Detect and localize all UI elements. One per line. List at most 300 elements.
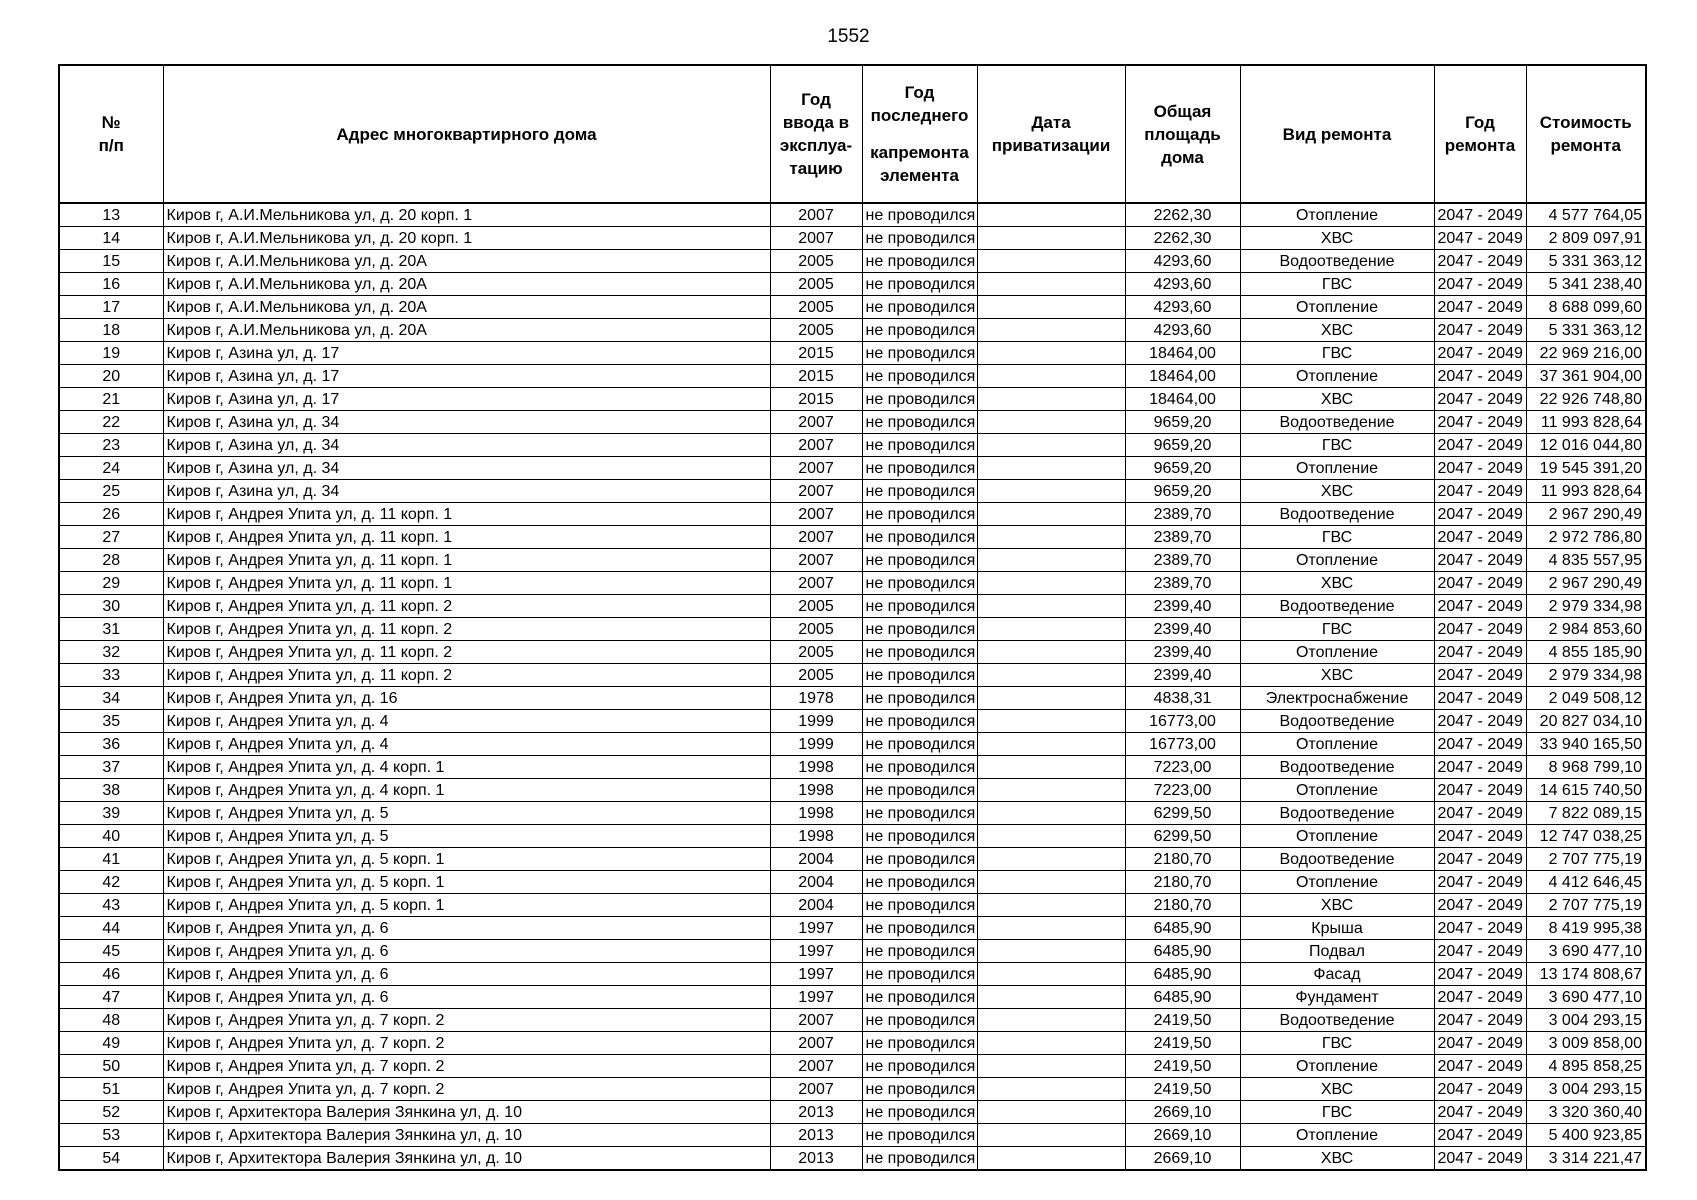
header-number: № п/п bbox=[59, 65, 163, 203]
cell-address: Киров г, Андрея Упита ул, д. 4 корп. 1 bbox=[163, 779, 770, 802]
cell-repair-cost: 2 967 290,49 bbox=[1526, 503, 1646, 526]
cell-last-repair: не проводился bbox=[862, 871, 977, 894]
table-body bbox=[59, 203, 1646, 1170]
cell-last-repair: не проводился bbox=[862, 733, 977, 756]
cell-number: 36 bbox=[59, 733, 163, 756]
cell-repair-year: 2047 - 2049 bbox=[1434, 1055, 1526, 1078]
table-row bbox=[59, 1078, 1646, 1101]
cell-repair-cost: 22 969 216,00 bbox=[1526, 342, 1646, 365]
cell-privatization-date bbox=[977, 1078, 1125, 1101]
cell-repair-cost: 37 361 904,00 bbox=[1526, 365, 1646, 388]
cell-privatization-date bbox=[977, 342, 1125, 365]
table-row bbox=[59, 664, 1646, 687]
cell-year-built: 2015 bbox=[770, 388, 862, 411]
cell-repair-year: 2047 - 2049 bbox=[1434, 411, 1526, 434]
cell-privatization-date bbox=[977, 756, 1125, 779]
cell-year-built: 2004 bbox=[770, 848, 862, 871]
cell-address: Киров г, Андрея Упита ул, д. 11 корп. 2 bbox=[163, 595, 770, 618]
cell-total-area: 2419,50 bbox=[1125, 1009, 1240, 1032]
cell-last-repair: не проводился bbox=[862, 480, 977, 503]
cell-address: Киров г, Андрея Упита ул, д. 5 корп. 1 bbox=[163, 871, 770, 894]
cell-repair-year: 2047 - 2049 bbox=[1434, 963, 1526, 986]
header-privatization-date: Дата приватизации bbox=[977, 65, 1125, 203]
cell-repair-type: Водоотведение bbox=[1240, 1009, 1434, 1032]
cell-repair-type: Отопление bbox=[1240, 365, 1434, 388]
cell-privatization-date bbox=[977, 1009, 1125, 1032]
cell-privatization-date bbox=[977, 871, 1125, 894]
cell-year-built: 2005 bbox=[770, 595, 862, 618]
header-repair-type: Вид ремонта bbox=[1240, 65, 1434, 203]
table-row bbox=[59, 342, 1646, 365]
table-row bbox=[59, 227, 1646, 250]
cell-repair-cost: 33 940 165,50 bbox=[1526, 733, 1646, 756]
cell-year-built: 1997 bbox=[770, 917, 862, 940]
cell-repair-year: 2047 - 2049 bbox=[1434, 595, 1526, 618]
cell-repair-type: ХВС bbox=[1240, 319, 1434, 342]
table-row bbox=[59, 595, 1646, 618]
cell-privatization-date bbox=[977, 710, 1125, 733]
cell-privatization-date bbox=[977, 503, 1125, 526]
table-row bbox=[59, 986, 1646, 1009]
cell-last-repair: не проводился bbox=[862, 434, 977, 457]
cell-address: Киров г, Андрея Упита ул, д. 11 корп. 1 bbox=[163, 572, 770, 595]
table-row bbox=[59, 1124, 1646, 1147]
cell-year-built: 2013 bbox=[770, 1124, 862, 1147]
header-last-repair: Год последнего капремонта элемента bbox=[862, 65, 977, 203]
cell-repair-type: ХВС bbox=[1240, 480, 1434, 503]
cell-repair-type: Отопление bbox=[1240, 733, 1434, 756]
cell-repair-year: 2047 - 2049 bbox=[1434, 1009, 1526, 1032]
cell-year-built: 1997 bbox=[770, 986, 862, 1009]
cell-total-area: 2180,70 bbox=[1125, 871, 1240, 894]
cell-address: Киров г, Андрея Упита ул, д. 7 корп. 2 bbox=[163, 1055, 770, 1078]
cell-last-repair: не проводился bbox=[862, 203, 977, 227]
cell-address: Киров г, Азина ул, д. 34 bbox=[163, 411, 770, 434]
table-row bbox=[59, 1101, 1646, 1124]
cell-total-area: 2180,70 bbox=[1125, 894, 1240, 917]
cell-total-area: 6485,90 bbox=[1125, 986, 1240, 1009]
cell-repair-type: ХВС bbox=[1240, 227, 1434, 250]
cell-privatization-date bbox=[977, 894, 1125, 917]
cell-number: 19 bbox=[59, 342, 163, 365]
cell-repair-type: ГВС bbox=[1240, 1032, 1434, 1055]
cell-total-area: 2399,40 bbox=[1125, 641, 1240, 664]
cell-privatization-date bbox=[977, 296, 1125, 319]
cell-address: Киров г, А.И.Мельникова ул, д. 20 корп. 1 bbox=[163, 203, 770, 227]
cell-repair-year: 2047 - 2049 bbox=[1434, 917, 1526, 940]
cell-privatization-date bbox=[977, 1055, 1125, 1078]
cell-repair-cost: 13 174 808,67 bbox=[1526, 963, 1646, 986]
cell-year-built: 1998 bbox=[770, 802, 862, 825]
cell-repair-cost: 8 968 799,10 bbox=[1526, 756, 1646, 779]
table-row bbox=[59, 319, 1646, 342]
cell-address: Киров г, Азина ул, д. 34 bbox=[163, 480, 770, 503]
cell-repair-cost: 3 004 293,15 bbox=[1526, 1078, 1646, 1101]
cell-number: 15 bbox=[59, 250, 163, 273]
cell-repair-type: ГВС bbox=[1240, 526, 1434, 549]
cell-last-repair: не проводился bbox=[862, 940, 977, 963]
cell-year-built: 2007 bbox=[770, 1032, 862, 1055]
cell-number: 47 bbox=[59, 986, 163, 1009]
cell-privatization-date bbox=[977, 825, 1125, 848]
cell-repair-cost: 3 690 477,10 bbox=[1526, 940, 1646, 963]
cell-number: 40 bbox=[59, 825, 163, 848]
table-row bbox=[59, 710, 1646, 733]
cell-repair-cost: 12 747 038,25 bbox=[1526, 825, 1646, 848]
cell-year-built: 2007 bbox=[770, 457, 862, 480]
cell-repair-type: Отопление bbox=[1240, 203, 1434, 227]
cell-total-area: 4293,60 bbox=[1125, 296, 1240, 319]
cell-repair-year: 2047 - 2049 bbox=[1434, 434, 1526, 457]
cell-repair-type: ХВС bbox=[1240, 1147, 1434, 1171]
cell-address: Киров г, Андрея Упита ул, д. 5 корп. 1 bbox=[163, 848, 770, 871]
cell-number: 48 bbox=[59, 1009, 163, 1032]
cell-repair-cost: 22 926 748,80 bbox=[1526, 388, 1646, 411]
cell-number: 13 bbox=[59, 203, 163, 227]
cell-last-repair: не проводился bbox=[862, 503, 977, 526]
cell-repair-cost: 5 400 923,85 bbox=[1526, 1124, 1646, 1147]
cell-number: 54 bbox=[59, 1147, 163, 1171]
cell-total-area: 2262,30 bbox=[1125, 227, 1240, 250]
cell-repair-year: 2047 - 2049 bbox=[1434, 503, 1526, 526]
cell-privatization-date bbox=[977, 250, 1125, 273]
cell-repair-cost: 14 615 740,50 bbox=[1526, 779, 1646, 802]
cell-repair-cost: 2 972 786,80 bbox=[1526, 526, 1646, 549]
table-row bbox=[59, 641, 1646, 664]
table-row bbox=[59, 733, 1646, 756]
cell-address: Киров г, Андрея Упита ул, д. 11 корп. 2 bbox=[163, 641, 770, 664]
table-row bbox=[59, 756, 1646, 779]
cell-number: 20 bbox=[59, 365, 163, 388]
cell-number: 33 bbox=[59, 664, 163, 687]
cell-repair-type: Водоотведение bbox=[1240, 802, 1434, 825]
cell-address: Киров г, Андрея Упита ул, д. 7 корп. 2 bbox=[163, 1078, 770, 1101]
cell-repair-year: 2047 - 2049 bbox=[1434, 848, 1526, 871]
cell-total-area: 2669,10 bbox=[1125, 1147, 1240, 1171]
cell-address: Киров г, Архитектора Валерия Зянкина ул, д. 10 bbox=[163, 1147, 770, 1171]
cell-address: Киров г, А.И.Мельникова ул, д. 20А bbox=[163, 319, 770, 342]
cell-repair-cost: 11 993 828,64 bbox=[1526, 480, 1646, 503]
cell-year-built: 2013 bbox=[770, 1101, 862, 1124]
cell-privatization-date bbox=[977, 802, 1125, 825]
table-row bbox=[59, 434, 1646, 457]
cell-total-area: 4293,60 bbox=[1125, 250, 1240, 273]
cell-privatization-date bbox=[977, 434, 1125, 457]
cell-privatization-date bbox=[977, 618, 1125, 641]
cell-total-area: 2399,40 bbox=[1125, 618, 1240, 641]
cell-year-built: 2007 bbox=[770, 434, 862, 457]
cell-number: 32 bbox=[59, 641, 163, 664]
cell-number: 16 bbox=[59, 273, 163, 296]
cell-total-area: 6485,90 bbox=[1125, 963, 1240, 986]
cell-address: Киров г, Андрея Упита ул, д. 11 корп. 2 bbox=[163, 664, 770, 687]
cell-year-built: 2015 bbox=[770, 342, 862, 365]
cell-repair-cost: 4 895 858,25 bbox=[1526, 1055, 1646, 1078]
cell-repair-type: Отопление bbox=[1240, 1124, 1434, 1147]
table-header bbox=[59, 65, 1646, 203]
table-row bbox=[59, 572, 1646, 595]
cell-total-area: 2399,40 bbox=[1125, 664, 1240, 687]
cell-privatization-date bbox=[977, 572, 1125, 595]
table-row bbox=[59, 848, 1646, 871]
page-number: 1552 bbox=[827, 26, 870, 47]
cell-privatization-date bbox=[977, 388, 1125, 411]
table-row bbox=[59, 250, 1646, 273]
cell-privatization-date bbox=[977, 1101, 1125, 1124]
cell-total-area: 2389,70 bbox=[1125, 526, 1240, 549]
cell-total-area: 2389,70 bbox=[1125, 549, 1240, 572]
cell-address: Киров г, Андрея Упита ул, д. 16 bbox=[163, 687, 770, 710]
cell-last-repair: не проводился bbox=[862, 618, 977, 641]
cell-number: 27 bbox=[59, 526, 163, 549]
table-row bbox=[59, 365, 1646, 388]
cell-number: 38 bbox=[59, 779, 163, 802]
cell-repair-year: 2047 - 2049 bbox=[1434, 342, 1526, 365]
cell-total-area: 7223,00 bbox=[1125, 756, 1240, 779]
cell-repair-cost: 4 577 764,05 bbox=[1526, 203, 1646, 227]
cell-repair-year: 2047 - 2049 bbox=[1434, 1101, 1526, 1124]
cell-number: 22 bbox=[59, 411, 163, 434]
cell-repair-cost: 2 049 508,12 bbox=[1526, 687, 1646, 710]
cell-total-area: 18464,00 bbox=[1125, 365, 1240, 388]
cell-address: Киров г, Андрея Упита ул, д. 5 bbox=[163, 825, 770, 848]
repair-schedule-table bbox=[58, 64, 1647, 1171]
cell-year-built: 2005 bbox=[770, 250, 862, 273]
cell-total-area: 2389,70 bbox=[1125, 572, 1240, 595]
table-row bbox=[59, 503, 1646, 526]
cell-total-area: 9659,20 bbox=[1125, 411, 1240, 434]
cell-repair-year: 2047 - 2049 bbox=[1434, 365, 1526, 388]
cell-repair-year: 2047 - 2049 bbox=[1434, 203, 1526, 227]
cell-repair-type: Отопление bbox=[1240, 641, 1434, 664]
cell-privatization-date bbox=[977, 203, 1125, 227]
cell-repair-year: 2047 - 2049 bbox=[1434, 756, 1526, 779]
cell-number: 28 bbox=[59, 549, 163, 572]
cell-repair-type: Водоотведение bbox=[1240, 503, 1434, 526]
table-row bbox=[59, 296, 1646, 319]
cell-repair-type: Отопление bbox=[1240, 779, 1434, 802]
cell-last-repair: не проводился bbox=[862, 250, 977, 273]
cell-repair-year: 2047 - 2049 bbox=[1434, 641, 1526, 664]
cell-number: 18 bbox=[59, 319, 163, 342]
cell-repair-cost: 3 004 293,15 bbox=[1526, 1009, 1646, 1032]
cell-year-built: 2005 bbox=[770, 273, 862, 296]
cell-repair-cost: 20 827 034,10 bbox=[1526, 710, 1646, 733]
cell-repair-type: ГВС bbox=[1240, 273, 1434, 296]
cell-total-area: 2419,50 bbox=[1125, 1032, 1240, 1055]
cell-repair-type: Фасад bbox=[1240, 963, 1434, 986]
cell-repair-year: 2047 - 2049 bbox=[1434, 549, 1526, 572]
cell-privatization-date bbox=[977, 595, 1125, 618]
cell-repair-cost: 3 320 360,40 bbox=[1526, 1101, 1646, 1124]
table-row bbox=[59, 618, 1646, 641]
cell-repair-year: 2047 - 2049 bbox=[1434, 687, 1526, 710]
cell-last-repair: не проводился bbox=[862, 1032, 977, 1055]
table-row bbox=[59, 917, 1646, 940]
cell-total-area: 4293,60 bbox=[1125, 273, 1240, 296]
cell-repair-type: Отопление bbox=[1240, 1055, 1434, 1078]
cell-year-built: 2005 bbox=[770, 319, 862, 342]
cell-number: 41 bbox=[59, 848, 163, 871]
cell-number: 46 bbox=[59, 963, 163, 986]
cell-total-area: 2669,10 bbox=[1125, 1101, 1240, 1124]
cell-repair-type: Отопление bbox=[1240, 296, 1434, 319]
header-year-built: Год ввода в эксплуа- тацию bbox=[770, 65, 862, 203]
cell-repair-type: ГВС bbox=[1240, 434, 1434, 457]
cell-address: Киров г, Азина ул, д. 17 bbox=[163, 342, 770, 365]
cell-repair-cost: 7 822 089,15 bbox=[1526, 802, 1646, 825]
table-row bbox=[59, 779, 1646, 802]
cell-address: Киров г, Азина ул, д. 34 bbox=[163, 457, 770, 480]
cell-number: 21 bbox=[59, 388, 163, 411]
cell-year-built: 2015 bbox=[770, 365, 862, 388]
cell-address: Киров г, Андрея Упита ул, д. 5 bbox=[163, 802, 770, 825]
table-row bbox=[59, 825, 1646, 848]
cell-year-built: 2013 bbox=[770, 1147, 862, 1171]
cell-repair-year: 2047 - 2049 bbox=[1434, 296, 1526, 319]
cell-privatization-date bbox=[977, 1032, 1125, 1055]
cell-repair-type: Крыша bbox=[1240, 917, 1434, 940]
cell-year-built: 1997 bbox=[770, 940, 862, 963]
cell-repair-cost: 3 690 477,10 bbox=[1526, 986, 1646, 1009]
cell-total-area: 2389,70 bbox=[1125, 503, 1240, 526]
cell-repair-cost: 4 412 646,45 bbox=[1526, 871, 1646, 894]
cell-repair-cost: 5 331 363,12 bbox=[1526, 319, 1646, 342]
cell-last-repair: не проводился bbox=[862, 595, 977, 618]
cell-privatization-date bbox=[977, 549, 1125, 572]
cell-repair-cost: 2 979 334,98 bbox=[1526, 595, 1646, 618]
cell-repair-cost: 2 707 775,19 bbox=[1526, 848, 1646, 871]
cell-number: 17 bbox=[59, 296, 163, 319]
cell-repair-type: Водоотведение bbox=[1240, 411, 1434, 434]
cell-number: 42 bbox=[59, 871, 163, 894]
cell-address: Киров г, Азина ул, д. 17 bbox=[163, 388, 770, 411]
cell-total-area: 7223,00 bbox=[1125, 779, 1240, 802]
cell-number: 52 bbox=[59, 1101, 163, 1124]
cell-privatization-date bbox=[977, 779, 1125, 802]
cell-repair-year: 2047 - 2049 bbox=[1434, 227, 1526, 250]
cell-total-area: 16773,00 bbox=[1125, 733, 1240, 756]
table-row bbox=[59, 802, 1646, 825]
cell-year-built: 2005 bbox=[770, 296, 862, 319]
cell-address: Киров г, Андрея Упита ул, д. 7 корп. 2 bbox=[163, 1009, 770, 1032]
cell-last-repair: не проводился bbox=[862, 917, 977, 940]
cell-number: 24 bbox=[59, 457, 163, 480]
cell-last-repair: не проводился bbox=[862, 227, 977, 250]
cell-last-repair: не проводился bbox=[862, 1101, 977, 1124]
cell-repair-type: Отопление bbox=[1240, 457, 1434, 480]
cell-last-repair: не проводился bbox=[862, 894, 977, 917]
cell-year-built: 2004 bbox=[770, 894, 862, 917]
cell-repair-type: Фундамент bbox=[1240, 986, 1434, 1009]
table-row bbox=[59, 963, 1646, 986]
cell-address: Киров г, Андрея Упита ул, д. 6 bbox=[163, 986, 770, 1009]
cell-last-repair: не проводился bbox=[862, 457, 977, 480]
cell-privatization-date bbox=[977, 227, 1125, 250]
cell-year-built: 2007 bbox=[770, 572, 862, 595]
cell-year-built: 2007 bbox=[770, 1009, 862, 1032]
cell-number: 53 bbox=[59, 1124, 163, 1147]
cell-number: 34 bbox=[59, 687, 163, 710]
cell-last-repair: не проводился bbox=[862, 1124, 977, 1147]
cell-number: 45 bbox=[59, 940, 163, 963]
cell-year-built: 2007 bbox=[770, 411, 862, 434]
cell-total-area: 6299,50 bbox=[1125, 802, 1240, 825]
cell-privatization-date bbox=[977, 1124, 1125, 1147]
cell-total-area: 2669,10 bbox=[1125, 1124, 1240, 1147]
cell-repair-cost: 3 314 221,47 bbox=[1526, 1147, 1646, 1171]
cell-privatization-date bbox=[977, 480, 1125, 503]
table-row bbox=[59, 1055, 1646, 1078]
cell-last-repair: не проводился bbox=[862, 986, 977, 1009]
cell-last-repair: не проводился bbox=[862, 756, 977, 779]
table-row bbox=[59, 549, 1646, 572]
cell-number: 44 bbox=[59, 917, 163, 940]
cell-repair-cost: 2 984 853,60 bbox=[1526, 618, 1646, 641]
cell-year-built: 1997 bbox=[770, 963, 862, 986]
cell-repair-year: 2047 - 2049 bbox=[1434, 618, 1526, 641]
cell-total-area: 9659,20 bbox=[1125, 434, 1240, 457]
table-row bbox=[59, 1032, 1646, 1055]
header-total-area: Общая площадь дома bbox=[1125, 65, 1240, 203]
cell-repair-type: ХВС bbox=[1240, 664, 1434, 687]
cell-last-repair: не проводился bbox=[862, 411, 977, 434]
cell-year-built: 1978 bbox=[770, 687, 862, 710]
cell-repair-type: Водоотведение bbox=[1240, 710, 1434, 733]
cell-repair-year: 2047 - 2049 bbox=[1434, 733, 1526, 756]
cell-number: 51 bbox=[59, 1078, 163, 1101]
cell-privatization-date bbox=[977, 411, 1125, 434]
cell-total-area: 6299,50 bbox=[1125, 825, 1240, 848]
cell-last-repair: не проводился bbox=[862, 1009, 977, 1032]
cell-repair-year: 2047 - 2049 bbox=[1434, 802, 1526, 825]
cell-number: 39 bbox=[59, 802, 163, 825]
cell-year-built: 2004 bbox=[770, 871, 862, 894]
cell-privatization-date bbox=[977, 917, 1125, 940]
cell-last-repair: не проводился bbox=[862, 526, 977, 549]
cell-address: Киров г, Андрея Упита ул, д. 5 корп. 1 bbox=[163, 894, 770, 917]
table-row bbox=[59, 687, 1646, 710]
cell-address: Киров г, Азина ул, д. 17 bbox=[163, 365, 770, 388]
cell-year-built: 2007 bbox=[770, 1055, 862, 1078]
cell-repair-cost: 5 341 238,40 bbox=[1526, 273, 1646, 296]
cell-privatization-date bbox=[977, 319, 1125, 342]
cell-repair-year: 2047 - 2049 bbox=[1434, 319, 1526, 342]
cell-privatization-date bbox=[977, 940, 1125, 963]
cell-last-repair: не проводился bbox=[862, 388, 977, 411]
cell-total-area: 9659,20 bbox=[1125, 457, 1240, 480]
header-repair-cost: Стоимость ремонта bbox=[1526, 65, 1646, 203]
cell-privatization-date bbox=[977, 641, 1125, 664]
cell-number: 49 bbox=[59, 1032, 163, 1055]
cell-total-area: 2399,40 bbox=[1125, 595, 1240, 618]
cell-repair-year: 2047 - 2049 bbox=[1434, 480, 1526, 503]
table-row bbox=[59, 526, 1646, 549]
cell-repair-year: 2047 - 2049 bbox=[1434, 986, 1526, 1009]
cell-repair-year: 2047 - 2049 bbox=[1434, 457, 1526, 480]
cell-address: Киров г, А.И.Мельникова ул, д. 20А bbox=[163, 296, 770, 319]
cell-repair-type: ГВС bbox=[1240, 1101, 1434, 1124]
cell-repair-type: Электроснабжение bbox=[1240, 687, 1434, 710]
cell-repair-type: Водоотведение bbox=[1240, 756, 1434, 779]
cell-repair-year: 2047 - 2049 bbox=[1434, 1032, 1526, 1055]
cell-address: Киров г, Андрея Упита ул, д. 11 корп. 1 bbox=[163, 526, 770, 549]
cell-repair-cost: 2 967 290,49 bbox=[1526, 572, 1646, 595]
cell-privatization-date bbox=[977, 963, 1125, 986]
cell-last-repair: не проводился bbox=[862, 710, 977, 733]
cell-repair-year: 2047 - 2049 bbox=[1434, 710, 1526, 733]
cell-repair-cost: 12 016 044,80 bbox=[1526, 434, 1646, 457]
